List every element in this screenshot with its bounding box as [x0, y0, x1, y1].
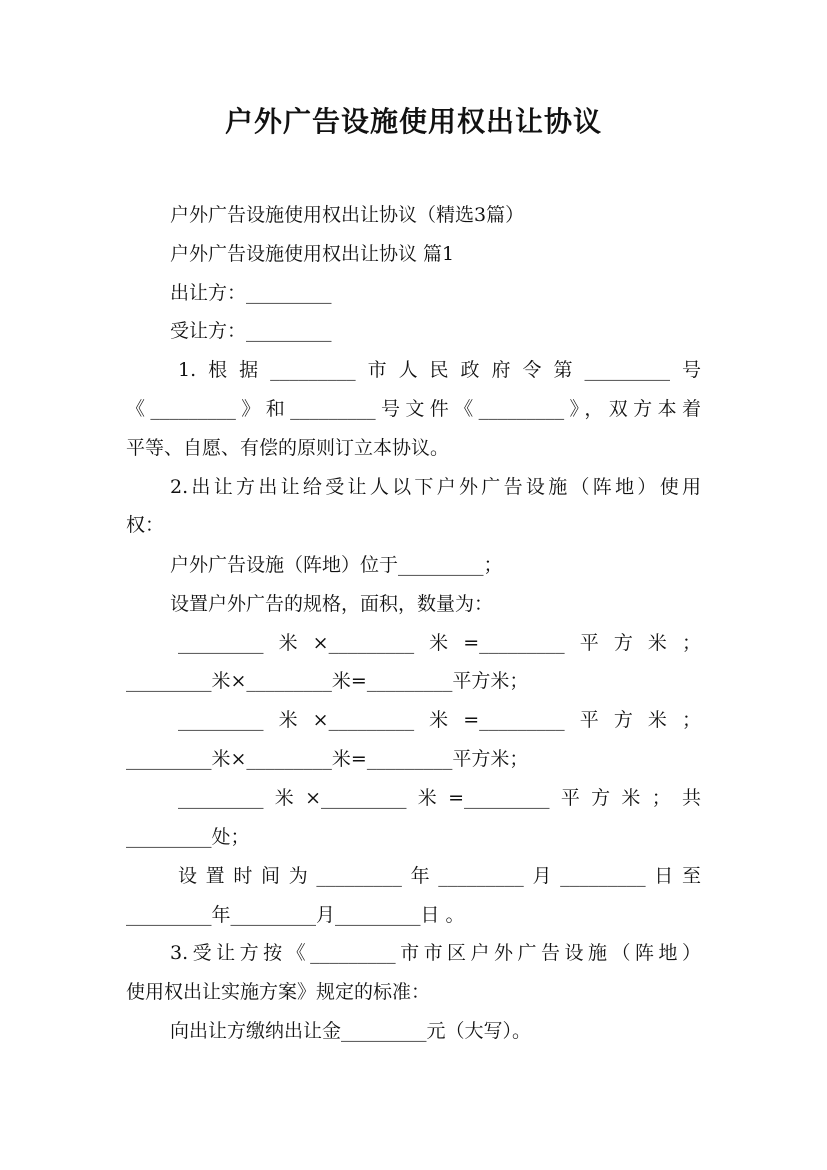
- clause-3-line-2: 使用权出让实施方案》规定的标准：: [126, 981, 431, 1003]
- clause-3-line-1: 3.受让方按《_________市市区户外广告设施（阵地）: [170, 942, 701, 964]
- time-line-2: _________年_________月_________日 。: [126, 904, 465, 926]
- clause-1-line-3: 平等、自愿、有偿的原则订立本协议。: [126, 437, 450, 459]
- spec-line: _________米×_________米=_________平方米；: [126, 748, 529, 770]
- spec-line: _________米×_________米=_________平方米；: [126, 670, 529, 692]
- doc-subtitle: 户外广告设施使用权出让协议（精选3篇）: [170, 204, 525, 226]
- payment-line: 向出让方缴纳出让金_________元（大写）。: [170, 1020, 532, 1042]
- time-line-1: 设置时间为_________年_________月_________日至: [178, 865, 701, 887]
- spec-count-line: _________处；: [126, 826, 250, 848]
- clause-2-line-2: 权：: [126, 514, 165, 536]
- spec-intro-line: 设置户外广告的规格，面积，数量为：: [170, 593, 494, 615]
- doc-section-heading: 户外广告设施使用权出让协议 篇1: [170, 243, 455, 265]
- spec-line: _________米×_________米=_________平方米；共: [178, 787, 701, 809]
- spec-line: _________米×_________米=_________平方米；: [178, 709, 701, 731]
- document-title: 户外广告设施使用权出让协议: [224, 105, 602, 138]
- clause-1-line-1: 1.根据_________市人民政府令第_________号: [178, 359, 701, 381]
- clause-1-line-2: 《_________》和_________号文件《_________》，双方本着: [126, 398, 701, 420]
- transferee-line: 受让方：_________: [170, 320, 332, 342]
- spec-line: _________米×_________米=_________平方米；: [178, 632, 701, 654]
- clause-2-line-1: 2.出让方出让给受让人以下户外广告设施（阵地）使用: [170, 476, 701, 498]
- transferor-line: 出让方：_________: [170, 282, 332, 304]
- location-line: 户外广告设施（阵地）位于_________；: [170, 554, 503, 576]
